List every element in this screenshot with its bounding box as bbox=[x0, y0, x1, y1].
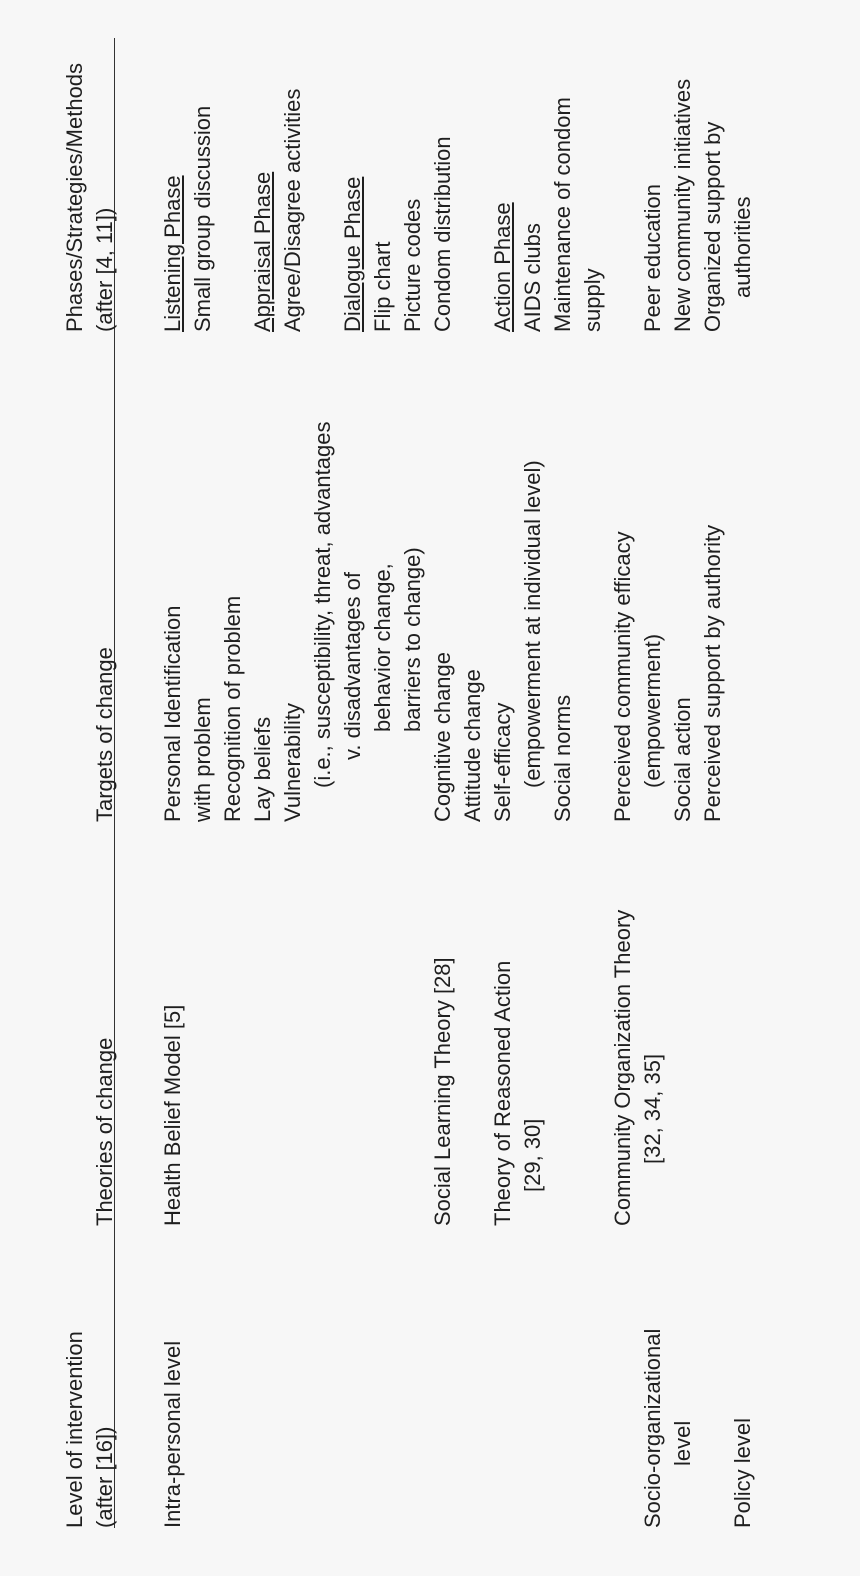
level-column bbox=[60, 1329, 758, 1528]
method-condom-distribution: Condom distribution bbox=[430, 136, 455, 332]
targets-header: Targets of change bbox=[92, 647, 117, 822]
method-agree-disagree: Agree/Disagree activities bbox=[280, 88, 305, 332]
phase-action: Action Phase bbox=[490, 202, 515, 332]
phase-appraisal: Appraisal Phase bbox=[250, 171, 275, 332]
method-maintenance-line2: supply bbox=[580, 268, 605, 332]
target-perceived-support: Perceived support by authority bbox=[700, 524, 725, 822]
target-selfefficacy-detail: (empowerment at individual level) bbox=[520, 460, 545, 788]
target-personal-line1: Personal Identification bbox=[160, 605, 185, 822]
theory-slt: Social Learning Theory [28] bbox=[430, 957, 455, 1226]
target-personal-line2: with problem bbox=[190, 697, 215, 822]
method-flip-chart: Flip chart bbox=[370, 241, 395, 332]
theory-hbm: Health Belief Model [5] bbox=[160, 1004, 185, 1226]
level-socio-line1: Socio-organizational bbox=[640, 1328, 665, 1528]
target-community-efficacy: Perceived community efficacy bbox=[610, 531, 635, 822]
targets-column bbox=[90, 422, 728, 822]
target-vulnerability-detail2: v. disadvantages of bbox=[340, 572, 365, 760]
theories-header: Theories of change bbox=[92, 1037, 117, 1226]
level-header-line2: (after [16]) bbox=[92, 1426, 117, 1528]
target-attitude: Attitude change bbox=[460, 669, 485, 822]
level-header-line1: Level of intervention bbox=[62, 1331, 87, 1528]
method-aids-clubs: AIDS clubs bbox=[520, 223, 545, 332]
methods-header-line1: Phases/Strategies/Methods bbox=[62, 62, 87, 332]
target-selfefficacy: Self-efficacy bbox=[490, 702, 515, 822]
theories-column bbox=[90, 910, 668, 1226]
method-organized-support: Organized support by bbox=[700, 121, 725, 332]
theory-tra-line1: Theory of Reasoned Action bbox=[490, 960, 515, 1226]
theory-cot-line1: Community Organization Theory bbox=[610, 909, 635, 1226]
target-lay-beliefs: Lay beliefs bbox=[250, 716, 275, 822]
target-vulnerability-detail3: behavior change, bbox=[370, 563, 395, 732]
target-vulnerability-detail1: (i.e., susceptibility, threat, advantages bbox=[310, 421, 335, 788]
target-social-action: Social action bbox=[670, 697, 695, 822]
theory-cot-line2: [32, 34, 35] bbox=[640, 1053, 665, 1164]
method-peer-education: Peer education bbox=[640, 184, 665, 332]
target-cognitive: Cognitive change bbox=[430, 651, 455, 822]
theory-tra-line2: [29, 30] bbox=[520, 1118, 545, 1192]
method-maintenance: Maintenance of condom bbox=[550, 97, 575, 332]
phase-dialogue: Dialogue Phase bbox=[340, 176, 365, 332]
methods-header-line2: (after [4, 11]) bbox=[92, 207, 117, 332]
target-recognition: Recognition of problem bbox=[220, 595, 245, 822]
level-policy: Policy level bbox=[730, 1417, 755, 1528]
method-organized-support-line2: authorities bbox=[730, 196, 755, 298]
phase-listening: Listening Phase bbox=[160, 175, 185, 332]
method-community-initiatives: New community initiatives bbox=[670, 78, 695, 332]
target-vulnerability: Vulnerability bbox=[280, 702, 305, 822]
methods-column bbox=[60, 63, 758, 332]
method-small-group: Small group discussion bbox=[190, 105, 215, 332]
target-social-norms: Social norms bbox=[550, 694, 575, 822]
target-vulnerability-detail4: barriers to change) bbox=[400, 547, 425, 732]
target-community-efficacy-detail: (empowerment) bbox=[640, 633, 665, 788]
level-socio-line2: level bbox=[670, 1420, 695, 1466]
method-picture-codes: Picture codes bbox=[400, 198, 425, 332]
level-intra: Intra-personal level bbox=[160, 1340, 185, 1528]
